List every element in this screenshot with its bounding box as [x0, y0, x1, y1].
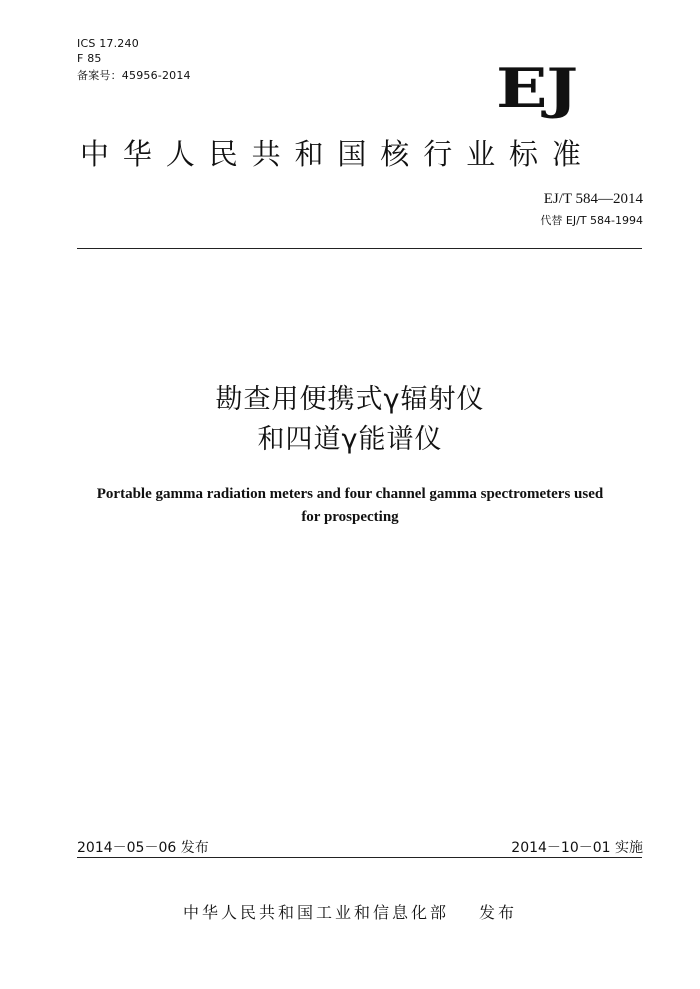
- standard-code: EJ/T 584—2014: [543, 191, 643, 207]
- issuer-name: 中华人民共和国工业和信息化部: [182, 903, 449, 922]
- chinese-title-line-2: 和四道γ能谱仪: [257, 424, 443, 455]
- english-title-line-1: Portable gamma radiation meters and four channel gamma spectrometers used: [96, 486, 604, 502]
- english-title-line-2: for prospecting: [301, 509, 399, 525]
- ics-code: ICS 17.240: [77, 37, 139, 50]
- record-number: 备案号：45956-2014: [77, 69, 191, 82]
- ccs-code: F 85: [77, 52, 102, 65]
- implementation-date: 2014－10－01 实施: [511, 840, 643, 856]
- header-title: 中华人民共和国核行业标准: [80, 137, 595, 171]
- issuing-authority: [0, 903, 700, 923]
- chinese-title-line-1: 勘查用便携式γ辐射仪: [215, 384, 485, 415]
- bottom-divider: [77, 857, 642, 858]
- replaces-standard: 代替 EJ/T 584-1994: [540, 214, 643, 227]
- top-divider: [77, 248, 642, 249]
- ej-logo: EJ: [496, 56, 577, 120]
- issue-date: 2014－05－06 发布: [77, 840, 209, 856]
- issuer-action: 发布: [479, 903, 518, 922]
